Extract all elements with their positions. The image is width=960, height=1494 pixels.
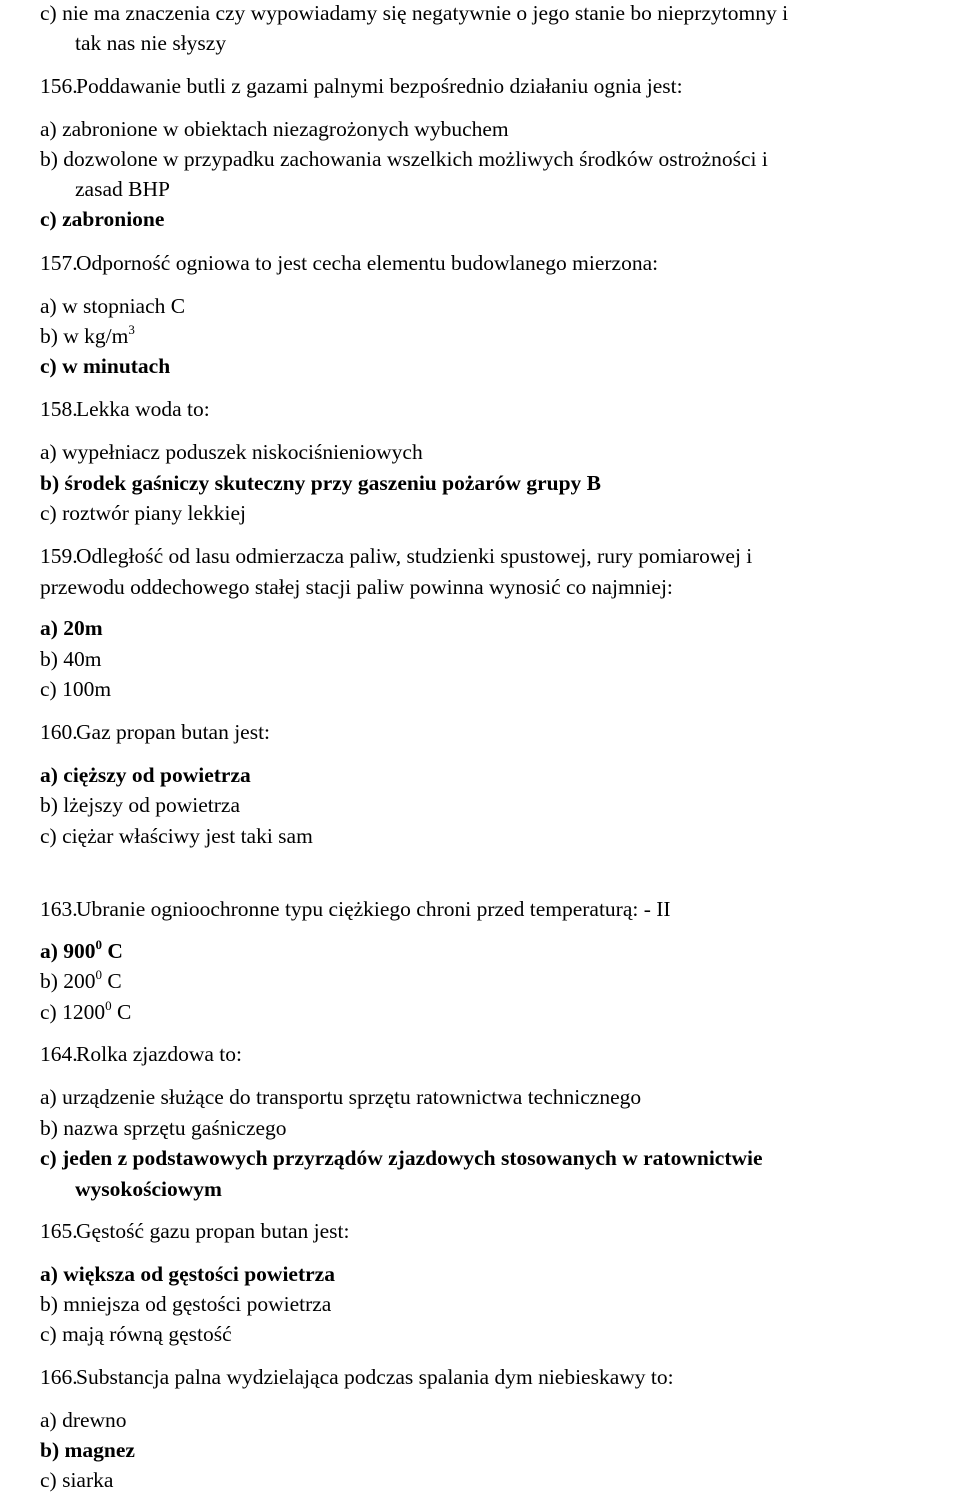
q164-option-a: a) urządzenie służące do transportu sprzętu ratownictwa technicznego — [40, 1085, 642, 1109]
question-text: Poddawanie butli z gazami palnymi bezpośrednio działaniu ognia jest: — [76, 74, 683, 98]
prev-option-c-line2: tak nas nie słyszy — [75, 31, 227, 55]
q158-option-a: a) wypełniacz poduszek niskociśnieniowych — [40, 440, 423, 464]
q164-option-c-answer-line1: c) jeden z podstawowych przyrządów zjazdowych stosowanych w ratownictwie — [40, 1146, 763, 1170]
q157-option-a: a) w stopniach C — [40, 294, 186, 318]
question-number: 158. — [40, 397, 78, 421]
question-number: 164. — [40, 1042, 78, 1066]
question-text-line1: Odległość od lasu odmierzacza paliw, studzienki spustowej, rury pomiarowej i — [76, 544, 753, 568]
superscript: 0 — [105, 998, 112, 1013]
question-160 — [40, 721, 270, 745]
question-166 — [40, 1366, 674, 1390]
q160-option-b: b) lżejszy od powietrza — [40, 793, 240, 817]
question-text: Rolka zjazdowa to: — [76, 1042, 242, 1066]
q158-option-b-answer: b) środek gaśniczy skuteczny przy gaszeniu pożarów grupy B — [40, 471, 602, 495]
question-number: 160. — [40, 720, 78, 744]
question-number: 163. — [40, 897, 78, 921]
question-156 — [40, 75, 683, 99]
q165-option-a-answer: a) większa od gęstości powietrza — [40, 1262, 335, 1286]
q166-option-c: c) siarka — [40, 1468, 114, 1492]
q156-option-b-line1: b) dozwolone w przypadku zachowania wszelkich możliwych środków ostrożności i — [40, 147, 768, 171]
question-157 — [40, 252, 658, 276]
q156-option-a: a) zabronione w obiektach niezagrożonych wybuchem — [40, 117, 509, 141]
question-text: Gęstość gazu propan butan jest: — [76, 1219, 350, 1243]
q163-option-a-answer — [40, 937, 123, 964]
option-unit: C — [107, 939, 123, 963]
question-158 — [40, 398, 210, 422]
q157-option-b — [40, 322, 135, 349]
question-number: 159. — [40, 544, 78, 568]
question-164 — [40, 1043, 242, 1067]
question-159 — [40, 545, 752, 569]
question-text: Substancja palna wydzielająca podczas spalania dym niebieskawy to: — [76, 1365, 674, 1389]
q166-option-a: a) drewno — [40, 1408, 127, 1432]
q166-option-b-answer: b) magnez — [40, 1438, 135, 1462]
superscript: 3 — [128, 322, 135, 337]
q156-option-b-line2: zasad BHP — [75, 177, 170, 201]
option-text: a) 900 — [40, 939, 96, 963]
q160-option-a-answer: a) cięższy od powietrza — [40, 763, 251, 787]
q165-option-c: c) mają równą gęstość — [40, 1322, 232, 1346]
option-text: b) 200 — [40, 969, 96, 993]
q160-option-c: c) ciężar właściwy jest taki sam — [40, 824, 313, 848]
q159-option-c: c) 100m — [40, 677, 112, 701]
q163-option-b — [40, 967, 122, 994]
question-159-line2: przewodu oddechowego stałej stacji paliw powinna wynosić co najmniej: — [40, 575, 673, 599]
option-text: c) 1200 — [40, 1000, 106, 1024]
question-text: Ubranie ognioochronne typu ciężkiego chroni przed temperaturą: - II — [76, 897, 671, 921]
question-number: 157. — [40, 251, 78, 275]
question-text: Gaz propan butan jest: — [76, 720, 271, 744]
q163-option-c — [40, 998, 132, 1025]
q157-option-c-answer: c) w minutach — [40, 354, 171, 378]
q159-option-b: b) 40m — [40, 647, 102, 671]
option-text: b) w kg/m — [40, 324, 129, 348]
question-text: Odporność ogniowa to jest cecha elementu budowlanego mierzona: — [76, 251, 659, 275]
question-163 — [40, 898, 671, 922]
question-text: Lekka woda to: — [76, 397, 210, 421]
q159-option-a-answer: a) 20m — [40, 616, 103, 640]
option-unit: C — [116, 1000, 132, 1024]
superscript: 0 — [95, 937, 103, 952]
question-165 — [40, 1220, 349, 1244]
option-unit: C — [107, 969, 122, 993]
question-number: 165. — [40, 1219, 78, 1243]
q156-option-c-answer: c) zabronione — [40, 207, 165, 231]
superscript: 0 — [95, 967, 103, 982]
q165-option-b: b) mniejsza od gęstości powietrza — [40, 1292, 332, 1316]
question-number: 166. — [40, 1365, 78, 1389]
prev-option-c-line1: c) nie ma znaczenia czy wypowiadamy się negatywnie o jego stanie bo nieprzytomny i — [40, 1, 789, 25]
q158-option-c: c) roztwór piany lekkiej — [40, 501, 246, 525]
q164-option-b: b) nazwa sprzętu gaśniczego — [40, 1116, 287, 1140]
q164-option-c-answer-line2: wysokościowym — [75, 1177, 222, 1201]
question-number: 156. — [40, 74, 78, 98]
